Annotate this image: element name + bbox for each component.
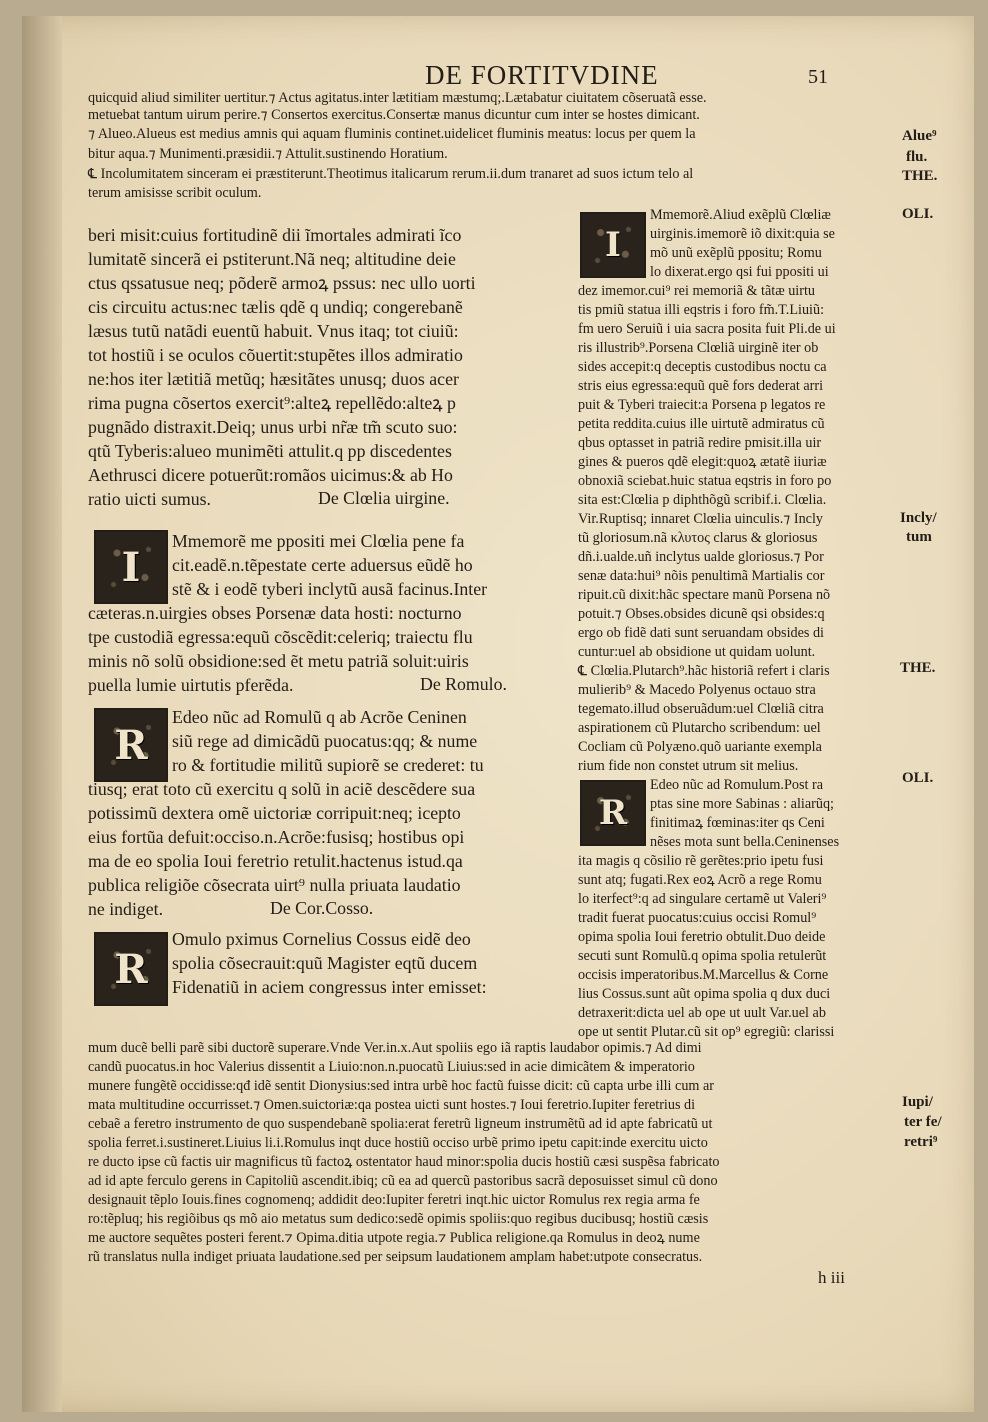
section-heading: De Cor.Cosso. xyxy=(270,898,374,918)
commentary-line: Mmemorẽ.Aliud exẽplũ Clœliæ xyxy=(650,207,831,223)
commentary-line: designauit tẽplo Iouis.fines cognomenq; addidit deo:Iupiter feretri inqt.hic uictor Romulus rex regia arma fe xyxy=(88,1192,700,1208)
commentary-line: rũ translatus nulla indiget priuata laudatione.sed per seipsum laudationem amplam habet:utpote consecratus. xyxy=(88,1249,703,1265)
commentary-line: finitimaꝝ fœminas:iter qs Ceni xyxy=(650,815,825,831)
commentary-line: sita est:Clœlia p diphthõgũ scribif.i. Clœlia. xyxy=(578,492,827,508)
text-line: Edeo nũc ad Romulũ q ab Acrõe Ceninen xyxy=(172,707,467,727)
margin-note: retri⁹ xyxy=(904,1134,938,1150)
commentary-line: occisis imperatoribus.M.Marcellus & Corne xyxy=(578,967,829,983)
commentary-line: Cocliam cũ Polyæno.quõ uariante exempla xyxy=(578,739,822,755)
commentary-line: lo dixerat.ergo qsi fui ppositi ui xyxy=(650,264,829,280)
text-line: Aethrusci dicere potuerũt:romãos uicimus:& ab Ho xyxy=(88,465,453,485)
text-line: Omulo pximus Cornelius Cossus eidẽ deo xyxy=(172,929,471,949)
commentary-line: munere fungẽtẽ occidisse:qđ idẽ sentit Dionysius:sed intra urbẽ hoc factũ fuisse dicit: cũ capta urbe illi cum ar xyxy=(88,1078,715,1094)
text-line: minis nõ solũ obsidione:sed ẽt metu patriã soluit:uiris xyxy=(88,651,469,671)
running-title: DE FORTITVDINE xyxy=(425,60,659,90)
commentary-line: terum amisisse scribit oculum. xyxy=(88,185,262,201)
text-line: ratio uicti sumus. xyxy=(88,489,211,509)
commentary-line: ris illustrib⁹.Porsena Clœliã uirginẽ iter ob xyxy=(578,340,819,356)
commentary-line: obnoxiã sciebat.huic statua eqstris in foro po xyxy=(578,473,832,489)
text-line: cit.eadẽ.n.tẽpestate certe aduersus eũdẽ ho xyxy=(172,555,473,575)
commentary-line: qbus optasset in patriã redire pmisit.illa uir xyxy=(578,435,822,451)
initial-letter: I xyxy=(121,543,141,591)
commentary-line: dñ.i.ualde.uñ inclytus ualde gloriosus.⁊ Por xyxy=(578,549,824,565)
text-line: lumitatẽ sincerã ei pstiterunt.Nã neq; altitudine deie xyxy=(88,249,456,269)
decorated-initial xyxy=(580,212,646,278)
commentary-line: petita reddita.cuius ille uirtutẽ admiratus cũ xyxy=(578,416,825,432)
margin-note: Incly/ xyxy=(900,510,937,526)
margin-note: Iupi/ xyxy=(902,1094,933,1110)
text-line: Mmemorẽ me ppositi mei Clœlia pene fa xyxy=(172,531,465,551)
text-line: ma de eo spolia Ioui feretrio retulit.hactenus istud.qa xyxy=(88,851,463,871)
text-line: stẽ & i eodẽ tyberi inclytũ ausã facinus.Inter xyxy=(172,579,488,599)
commentary-line: Edeo nũc ad Romulum.Post ra xyxy=(650,777,823,793)
commentary-line: mõ unũ exẽplũ ppositu; Romu xyxy=(650,245,822,261)
commentary-line: mum ducẽ belli parẽ sibi ductorẽ superare.Vnde Ver.in.x.Aut spoliis ego iã raptis laudabor opimis.⁊ Ad dimi xyxy=(88,1040,702,1056)
commentary-line: ad id apte ferculo gerens in Capitoliũ ascendit.ibiq; cũ ea ad quercũ pastoribus sacrã deposuisset simul cũ dono xyxy=(88,1173,718,1189)
commentary-line: gines & pueros qdẽ elegit:quoꝝ ætatẽ iiuriæ xyxy=(578,454,827,470)
commentary-line: spolia ferret.i.sustineret.Liuius li.i.Romulus inqt duce hostiũ occiso urbẽ primo ipetu capit:inde exercitu uicto xyxy=(88,1135,708,1151)
text-line: ne:hos iter lætitiã metũq; hæsitãtes unusq; duos acer xyxy=(88,369,459,389)
commentary-line: ℄ Clœlia.Plutarch⁹.hãc historiã refert i claris xyxy=(578,663,830,679)
section-heading: De Clœlia uirgine. xyxy=(318,488,450,508)
folio-number: 51 xyxy=(808,66,828,88)
commentary-line: ergo ob fidẽ dati sunt seruandam obsides di xyxy=(578,625,825,641)
commentary-line: uirginis.imemorẽ iõ dixit:quia se xyxy=(650,226,835,242)
commentary-line: fm uero Seruiũ i uia sacra posita fuit Pli.de ui xyxy=(578,321,836,337)
text-line: tpe custodiã egressa:equũ cõscẽdit:celeriq; traiectu flu xyxy=(88,627,473,647)
commentary-line: metuebat tantum uirum perire.⁊ Consertos exercitus.Consertæ manus dicuntur cum inter se hostes dimicant. xyxy=(88,107,700,123)
text-line: potissimũ dextera omẽ uictoriæ corripuit:neq; icepto xyxy=(88,803,461,823)
commentary-line: aspirationem cũ Plutarcho scribendum: uel xyxy=(578,720,821,736)
text-line: puella lumie uirtutis pferẽda. xyxy=(88,675,294,695)
commentary-line: mata multitudine occurrisset.⁊ Omen.suictoriæ:qa postea uicti sunt hostes.⁊ Ioui feretrio.Iupiter feretrius di xyxy=(88,1097,696,1113)
margin-note: THE. xyxy=(902,168,938,184)
text-line: spolia cõsecrauit:quũ Magister eqtũ ducem xyxy=(172,953,478,973)
commentary-line: stris eius egressa:equũ quẽ fors dederat arri xyxy=(578,378,824,394)
margin-note: flu. xyxy=(906,149,928,165)
commentary-line: opima spolia Ioui feretrio obtulit.Duo deide xyxy=(578,929,826,945)
decorated-initial xyxy=(580,780,646,846)
decorated-initial xyxy=(94,530,168,604)
initial-letter: I xyxy=(605,225,621,265)
commentary-line: lo iterfect⁹:q ad singulare certamẽ ut Valeri⁹ xyxy=(578,891,827,907)
text-line: læsus tutũ natãdi euentũ habuit. Vnus itaq; tot ciuiũ: xyxy=(88,321,459,341)
text-line: publica religiõe cõsecrata uirt⁹ nulla priuata laudatio xyxy=(88,875,461,895)
margin-note: ter fe/ xyxy=(904,1114,942,1130)
commentary-line: ita magis q cõsilio rẽ gerẽtes:prio ipetu fusi xyxy=(578,853,824,869)
commentary-line: mulierib⁹ & Macedo Polyenus octauo stra xyxy=(578,682,816,698)
text-line: siũ rege ad dimicãdũ puocatus:qq; & nume xyxy=(172,731,478,751)
commentary-line: puit & Tyberi traiecit:a Porsena p legatos re xyxy=(578,397,826,413)
margin-note: THE. xyxy=(900,660,936,676)
commentary-line: sunt atq; fugati.Rex eoꝝ Acrõ a rege Romu xyxy=(578,872,822,888)
commentary-line: rium fide non constet utrum sit melius. xyxy=(578,758,799,774)
commentary-line: ⁊ Alueo.Alueus est medius amnis qui aquam fluminis continet.uidelicet fluminis meatus: locus per quem la xyxy=(88,126,696,142)
decorated-initial xyxy=(94,932,168,1006)
text-line: eius fortũa defuit:occiso.n.Acrõe:fusisq; hostibus opi xyxy=(88,827,465,847)
text-line: rima pugna cõsertos exercit⁹:alteꝝ repellẽdo:alteꝝ p xyxy=(88,393,456,413)
text-line: qtũ Tyberis:alueo munimẽti attulit.q pp discedentes xyxy=(88,441,452,461)
commentary-line: sides accepit:q deceptis custodibus noctu ca xyxy=(578,359,827,375)
text-line: tot hostiũ i se oculos cõuertit:stupẽtes illos admiratio xyxy=(88,345,463,365)
initial-letter: R xyxy=(598,793,628,833)
commentary-line: senæ data:hui⁹ nõis penultimã Martialis cor xyxy=(578,568,825,584)
decorated-initial xyxy=(94,708,168,782)
commentary-line: re ducto ipse cũ factis uir magnificus tũ factoꝝ ostentator haud minor:spolia ducis hostiũ cæsi suspẽsa fabricato xyxy=(88,1154,720,1170)
commentary-line: secuti sunt Romulũ.q opima spolia retulerũt xyxy=(578,948,827,964)
commentary-line: tũ gloriosum.nã κλυτος clarus & gloriosus xyxy=(578,530,818,546)
section-heading: De Romulo. xyxy=(420,674,507,694)
commentary-line: Vir.Ruptisq; innaret Clœlia uinculis.⁊ Incly xyxy=(578,511,823,527)
commentary-line: dez imemor.cui⁹ rei memoriã & tãtæ uirtu xyxy=(578,283,816,299)
commentary-line: ro:tẽpluq; his regiõibus qs mõ aio metatus sum dedico:sedẽ opimis spoliis:quo regibus ducibusq; hostiũ cæsis xyxy=(88,1211,709,1227)
commentary-line: tradit fuerat puocatus:cuius occisi Romul⁹ xyxy=(578,910,817,926)
commentary-line: nẽses mota sunt bella.Ceninenses xyxy=(650,834,840,850)
initial-letter: R xyxy=(114,945,148,993)
initial-letter: R xyxy=(114,721,148,769)
text-line: ctus qssatusue neq; põderẽ armoꝝ pssus: nec ullo uorti xyxy=(88,273,476,293)
margin-note: tum xyxy=(906,529,932,545)
commentary-line: tis pmiũ statua illi eqstris i foro fm̃.T.Liuiũ: xyxy=(578,302,825,318)
margin-note: Alue⁹ xyxy=(902,128,937,144)
text-line: ne indiget. xyxy=(88,899,164,919)
text-line: cæteras.n.uirgies obses Porsenæ data hosti: nocturno xyxy=(88,603,462,623)
text-line: pugnãdo distraxit.Deiq; unus urbi nr̃æ tm̃ scuto suo: xyxy=(88,417,458,437)
text-line: cis circuitu actus:nec tælis qdẽ q undiq; congerebanẽ xyxy=(88,297,463,317)
text-line: tiusq; erat toto cũ exercitu q solũ in aciẽ descẽdere sua xyxy=(88,779,476,799)
signature-mark: h iii xyxy=(818,1268,845,1287)
commentary-line: cuntur:uel ab obsidione ut quidam uolunt. xyxy=(578,644,816,660)
commentary-line: detraxerit:dicta uel ab ope ut uult Var.uel ab xyxy=(578,1005,826,1021)
commentary-line: ope ut sentit Plutar.cũ sit op⁹ egregiũ: clarissi xyxy=(578,1024,835,1040)
commentary-line: bitur aqua.⁊ Munimenti.præsidii.⁊ Attulit.sustinendo Horatium. xyxy=(88,146,448,162)
commentary-line: lius Cossus.sunt aũt opima spolia q dux duci xyxy=(578,986,831,1002)
text-line: ro & fortitudie militũ supiorẽ se crederet: tu xyxy=(172,755,484,775)
text-line: Fidenatiũ in aciem congressus inter emisset: xyxy=(172,977,487,997)
commentary-line: ℄ Incolumitatem sinceram ei præstiterunt.Theotimus italicarum rerum.ii.dum tranaret ad suos ictum telo al xyxy=(88,166,694,182)
commentary-line: ptas sine more Sabinas : aliarũq; xyxy=(650,796,835,812)
commentary-line: tegemato.illud obseruãdum:uel Clœliã citra xyxy=(578,701,824,717)
binding-gutter xyxy=(22,16,62,1412)
commentary-line: candũ puocatus.in hoc Valerius dissentit a Liuio:non.n.puocatũ Liuius:sed in acie dimicãtem & imperatorio xyxy=(88,1059,695,1075)
commentary-line: ripuit.cũ dixit:hãc spectare manũ Porsena nõ xyxy=(578,587,831,603)
commentary-line: cebaẽ a feretro instrumento de quo suspendebanẽ spolia:erat feretrũ ligneum instrumẽtũ ad id apte fabricatũ ut xyxy=(88,1116,713,1132)
margin-note: OLI. xyxy=(902,770,934,786)
commentary-line: quicquid aliud similiter uertitur.⁊ Actus agitatus.inter lætitiam mæstumq;.Lætabatur ciuitatem cõseruatã esse. xyxy=(88,90,707,106)
commentary-line: potuit.⁊ Obses.obsides dicunẽ qsi obsides:q xyxy=(578,606,825,622)
commentary-line: me auctore sequẽtes posteri ferent.⁊ Opima.ditia utpote regia.⁊ Publica religione.qa Romulus in deoꝝ nume xyxy=(88,1230,700,1246)
text-line: beri misit:cuius fortitudinẽ dii ĩmortales admirati ĩco xyxy=(88,225,462,245)
margin-note: OLI. xyxy=(902,206,934,222)
